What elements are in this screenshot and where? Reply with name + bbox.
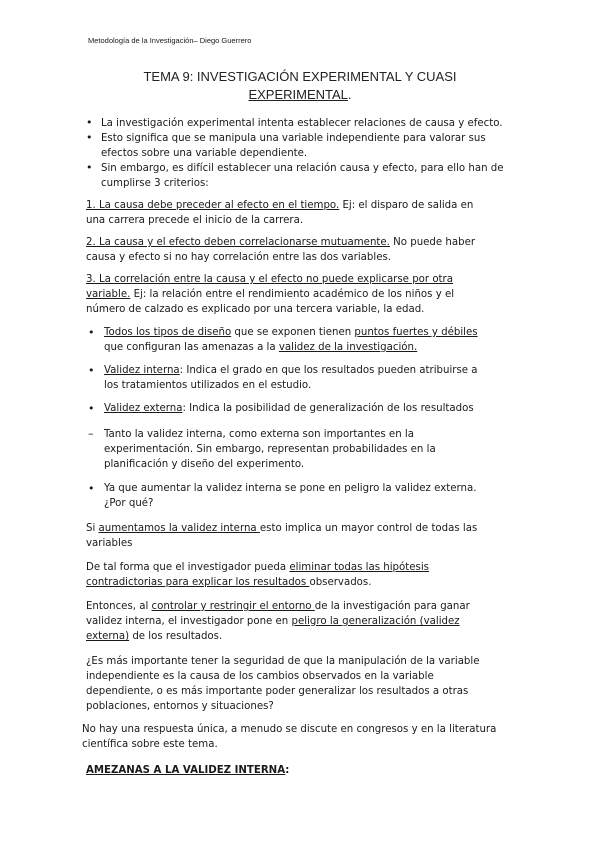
dash-glyph: – (88, 427, 94, 440)
item-emphasis: Validez externa (104, 403, 183, 414)
criterion-text: No puede haber (389, 237, 476, 248)
bullet-glyph: • (88, 402, 95, 415)
section-heading (86, 763, 289, 779)
paragraph-segment: observados. (309, 577, 372, 588)
paragraph-line: No hay una respuesta única, a menudo se discute en congresos y en la literatura (82, 724, 497, 735)
bullet-glyph: • (88, 364, 95, 377)
paragraph-segment: de los resultados. (129, 631, 223, 642)
bullet-glyph: • (86, 161, 93, 174)
item-segment: que se exponen tienen (231, 327, 355, 338)
item-text: los tratamientos utilizados en el estudio. (104, 380, 312, 391)
bullet-glyph: • (86, 116, 93, 129)
criterion-title: 2. La causa y el efecto deben correlacionarse mutuamente. (86, 237, 390, 248)
item-emphasis: Validez interna (104, 365, 180, 376)
item-text: ¿Por qué? (104, 498, 154, 509)
page-title (110, 68, 490, 104)
criterion-title: 1. La causa debe preceder al efecto en el tiempo. (86, 200, 340, 211)
section-heading-text: AMEZANAS A LA VALIDEZ INTERNA (86, 765, 286, 776)
paragraph-emphasis: contradictorias para explicar los resultados (86, 577, 310, 588)
paragraph-line: científica sobre este tema. (82, 739, 218, 750)
paragraph-segment: validez interna, el investigador pone en (86, 616, 292, 627)
title-line-1: TEMA 9: INVESTIGACIÓN EXPERIMENTAL Y CUASI (143, 69, 457, 84)
paragraph-segment: de la investigación para ganar (314, 601, 470, 612)
bullet-text: La investigación experimental intenta establecer relaciones de causa y efecto. (101, 118, 503, 129)
page-header: Metodología de la Investigación– Diego Guerrero (88, 36, 252, 45)
question-line: ¿Es más importante tener la seguridad de que la manipulación de la variable (86, 656, 480, 667)
paragraph-line (86, 614, 460, 630)
paragraph-emphasis: eliminar todas las hipótesis (289, 562, 429, 573)
paragraph-line: variables (86, 538, 133, 549)
bullet-glyph: • (86, 131, 93, 144)
item-text (104, 340, 417, 356)
item-text (104, 401, 474, 417)
item-text (104, 325, 478, 341)
paragraph-segment: Entonces, al (86, 601, 152, 612)
bullet-glyph: • (88, 482, 95, 495)
item-emphasis: puntos fuertes y débiles (354, 327, 478, 338)
bullet-text: Esto significa que se manipula una variable independiente para valorar sus (101, 133, 486, 144)
paragraph-line (86, 560, 429, 576)
bullet-text: Sin embargo, es difícil establecer una relación causa y efecto, para ello han de (101, 163, 504, 174)
question-line: independiente es la causa de los cambios observados en la variable (86, 671, 434, 682)
criterion-3-cont (86, 287, 454, 303)
paragraph-line (86, 599, 470, 615)
item-text: Ya que aumentar la validez interna se pone en peligro la validez externa. (104, 483, 477, 494)
title-line-2 (110, 86, 490, 104)
criterion-1 (86, 198, 473, 214)
paragraph-segment: esto implica un mayor control de todas las (259, 523, 478, 534)
item-emphasis: validez de la investigación. (278, 342, 418, 353)
criterion-text: una carrera precede el inicio de la carrera. (86, 215, 304, 226)
criterion-title: 3. La correlación entre la causa y el efecto no puede explicarse por otra (86, 274, 453, 285)
bullet-text: efectos sobre una variable dependiente. (101, 148, 308, 159)
title-dot: . (347, 87, 352, 102)
item-segment: : Indica la posibilidad de generalización de los resultados (182, 403, 474, 414)
bullet-text: cumplirse 3 criterios: (101, 178, 209, 189)
item-text: Tanto la validez interna, como externa son importantes en la (104, 429, 414, 440)
criterion-text: Ej: el disparo de salida en (339, 200, 474, 211)
bullet-glyph: • (88, 326, 95, 339)
paragraph-segment: Si (86, 523, 99, 534)
paragraph-line (86, 575, 371, 591)
paragraph-line (86, 521, 477, 537)
item-segment: : Indica el grado en que los resultados pueden atribuirse a (179, 365, 478, 376)
item-text: planificación y diseño del experimento. (104, 459, 305, 470)
section-heading-colon: : (285, 765, 290, 776)
question-line: dependiente, o es más importante poder generalizar los resultados a otras (86, 686, 469, 697)
criterion-title: variable. (86, 289, 131, 300)
title-line-2-text: EXPERIMENTAL (248, 87, 348, 102)
criterion-text: número de calzado es explicado por una tercera variable, la edad. (86, 304, 425, 315)
criterion-text: Ej: la relación entre el rendimiento académico de los niños y el (130, 289, 455, 300)
item-text: experimentación. Sin embargo, representan probabilidades en la (104, 444, 436, 455)
paragraph-emphasis: aumentamos la validez interna (98, 523, 260, 534)
item-segment: que configuran las amenazas a la (104, 342, 279, 353)
paragraph-emphasis: externa) (86, 631, 130, 642)
paragraph-emphasis: controlar y restringir el entorno (151, 601, 315, 612)
question-line: poblaciones, entornos y situaciones? (86, 701, 274, 712)
item-emphasis: Todos los tipos de diseño (104, 327, 232, 338)
item-text (104, 363, 478, 379)
paragraph-line (86, 629, 222, 645)
criterion-3 (86, 272, 453, 288)
criterion-text: causa y efecto si no hay correlación entre las dos variables. (86, 252, 392, 263)
criterion-2 (86, 235, 475, 251)
paragraph-emphasis: peligro la generalización (validez (291, 616, 460, 627)
paragraph-segment: De tal forma que el investigador pueda (86, 562, 290, 573)
